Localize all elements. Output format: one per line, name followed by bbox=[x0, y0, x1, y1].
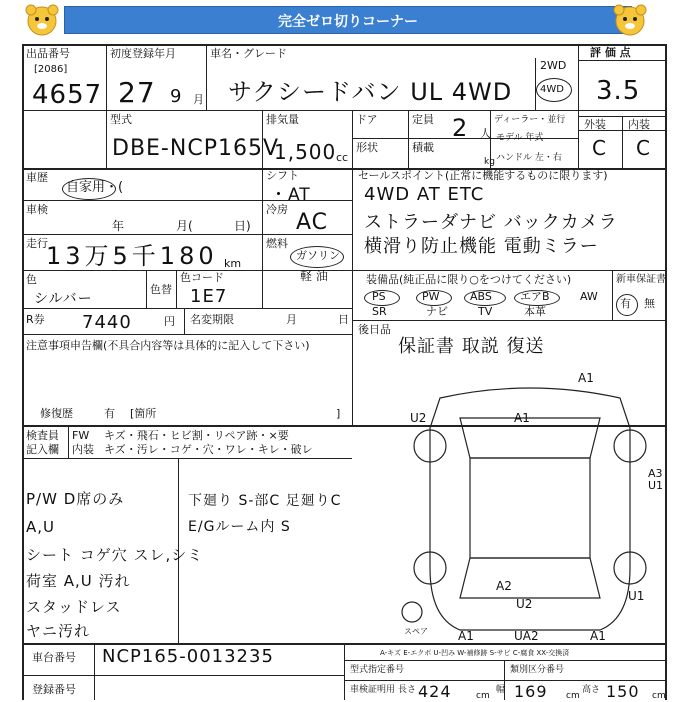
repair-yes: 有 bbox=[104, 407, 115, 420]
spare-label: スペア bbox=[404, 627, 428, 636]
equip-airbag: エアB bbox=[520, 290, 550, 303]
inspector-fw: FW bbox=[72, 429, 90, 442]
history-label: 車歴 bbox=[26, 171, 48, 184]
fuel-label: 燃料 bbox=[266, 237, 288, 250]
shift-label: シフト bbox=[266, 169, 299, 182]
car-diagram bbox=[400, 368, 666, 643]
equip-aw: AW bbox=[580, 290, 598, 303]
spare-wheel bbox=[402, 602, 422, 622]
inspector-interior-items: キズ・汚レ・コゲ・穴・ワレ・キレ・破レ bbox=[104, 443, 313, 456]
repair-end: ] bbox=[336, 407, 341, 420]
interior-label: 内装 bbox=[628, 118, 650, 131]
score-label: 評 価 点 bbox=[590, 46, 631, 59]
history-value: 自家用・( bbox=[66, 180, 124, 195]
damage-mark: UA2 bbox=[514, 629, 539, 643]
inspector-note: スタッドレス bbox=[26, 598, 122, 616]
registration-year: 27 bbox=[118, 76, 156, 109]
load-label: 積載 bbox=[412, 141, 434, 154]
damage-mark: U2 bbox=[410, 411, 427, 425]
inspector-note-right: 下廻り S-部C 足廻りC bbox=[188, 493, 342, 509]
color-value: シルバー bbox=[34, 291, 93, 307]
capacity-label: 定員 bbox=[412, 113, 434, 126]
displacement-label: 排気量 bbox=[266, 113, 299, 126]
mileage-unit: km bbox=[224, 257, 242, 270]
width-unit: cm bbox=[566, 691, 580, 701]
damage-mark: A1 bbox=[514, 411, 530, 425]
damage-mark: A1 bbox=[458, 629, 474, 643]
inspector-note: ヤニ汚れ bbox=[26, 622, 91, 640]
damage-mark: A3 bbox=[648, 467, 663, 480]
color-code: 1E7 bbox=[190, 286, 228, 307]
mileage-label: 走行 bbox=[26, 237, 48, 250]
chassis-label: 車台番号 bbox=[32, 651, 76, 664]
sales-point-line: ストラーダナビ バックカメラ bbox=[364, 212, 618, 233]
fuel-gas: ガソリン bbox=[296, 249, 340, 262]
inspector-entry-label: 記入欄 bbox=[26, 443, 59, 456]
model-label: 型式 bbox=[110, 113, 132, 126]
inspector-note: 荷室 A,U 汚れ bbox=[26, 572, 131, 590]
color-code-label: 色コード bbox=[180, 271, 224, 284]
mileage-value: 13万5千180 bbox=[46, 242, 218, 270]
name-change-label: 名変期限 bbox=[190, 313, 234, 326]
shift-value: ・AT bbox=[270, 185, 311, 205]
damage-mark: U1 bbox=[628, 589, 645, 603]
height-label: 高さ bbox=[582, 685, 601, 695]
shape-label: 形状 bbox=[356, 141, 378, 154]
car-roof bbox=[470, 458, 590, 558]
car-windshield bbox=[460, 418, 600, 458]
notes-label: 注意事項申告欄(不具合内容等は具体的に記入して下さい) bbox=[26, 339, 310, 352]
drive-4wd-label: 4WD bbox=[540, 84, 564, 95]
inspector-note: A,U bbox=[26, 518, 56, 536]
capacity-value: 2 bbox=[452, 114, 469, 142]
warranty-no: 無 bbox=[644, 297, 655, 310]
class-label: 類別区分番号 bbox=[510, 665, 565, 675]
displacement-unit: cc bbox=[336, 151, 349, 164]
type-designation-label: 型式指定番号 bbox=[350, 665, 405, 675]
equip-navi: ナビ bbox=[426, 305, 448, 318]
equip-sr: SR bbox=[372, 305, 387, 318]
model-year-label: モデル 年式 bbox=[496, 133, 544, 143]
car-name-label: 車名・グレード bbox=[210, 47, 287, 60]
inspector-note: シート コゲ穴 スレ,シミ bbox=[26, 546, 204, 564]
name-change-day: 日 bbox=[338, 313, 349, 326]
length-value: 424 bbox=[418, 682, 452, 701]
inspection-day: 日) bbox=[234, 219, 251, 233]
color-label: 色 bbox=[26, 273, 37, 286]
ac-label: 冷房 bbox=[266, 203, 288, 216]
same-color-label: 色替 bbox=[150, 283, 172, 296]
damage-mark: A1 bbox=[590, 629, 606, 643]
displacement-value: 1,500 bbox=[274, 140, 337, 164]
damage-mark: A2 bbox=[496, 579, 512, 593]
load-unit: kg bbox=[484, 157, 495, 167]
car-rear-window bbox=[460, 558, 600, 598]
recycle-value: 7440 bbox=[82, 312, 132, 333]
capacity-unit: 人 bbox=[480, 127, 491, 140]
car-name-value: サクシードバン UL 4WD bbox=[228, 78, 513, 106]
ac-value: AC bbox=[296, 210, 329, 235]
registration-no-label: 登録番号 bbox=[32, 683, 76, 696]
chassis-value: NCP165-0013235 bbox=[102, 646, 274, 667]
equip-leather: 本革 bbox=[524, 305, 546, 318]
damage-legend: A-キズ E-エクボ U-凹み W-補修跡 S-サビ C-腐食 XX-交換済 bbox=[380, 649, 570, 657]
interior-value: C bbox=[636, 136, 651, 160]
drive-2wd-label: 2WD bbox=[540, 59, 567, 72]
inspector-note: P/W D席のみ bbox=[26, 490, 125, 508]
equipment-label: 装備品(純正品に限り○をつけてください) bbox=[366, 273, 572, 286]
lot-sub: [2086] bbox=[34, 64, 68, 75]
equip-tv: TV bbox=[478, 305, 493, 318]
inspection-year: 年 bbox=[112, 219, 125, 233]
dealer-label: ディーラー・並行 bbox=[494, 115, 566, 125]
registration-month-unit: 月 bbox=[193, 93, 204, 106]
after-sale-label: 後日品 bbox=[358, 323, 391, 336]
registration-month: 9 bbox=[170, 86, 183, 107]
equip-abs: ABS bbox=[470, 290, 492, 303]
name-change-month: 月 bbox=[286, 313, 297, 326]
repair-place: [箇所 bbox=[130, 407, 157, 420]
repair-history-label: 修復歴 bbox=[40, 407, 73, 420]
handle-label: ハンドル 左・右 bbox=[496, 153, 562, 163]
damage-mark: U1 bbox=[648, 479, 664, 492]
damage-mark: A1 bbox=[578, 371, 594, 385]
warranty-label: 新車保証書 bbox=[616, 274, 666, 285]
fuel-diesel: 軽 油 bbox=[300, 269, 328, 283]
width-label: 幅 bbox=[496, 685, 506, 695]
width-value: 169 bbox=[514, 682, 548, 701]
recycle-unit: 円 bbox=[164, 315, 175, 328]
length-unit: cm bbox=[476, 691, 490, 701]
inspector-interior: 内装 bbox=[72, 443, 94, 456]
cert-label: 車検証明用 bbox=[350, 685, 396, 695]
inspector-exterior-items: キズ・飛石・ヒビ割・リペア跡・×要 bbox=[104, 429, 289, 442]
height-value: 150 bbox=[606, 682, 640, 701]
doors-label: ドア bbox=[356, 113, 378, 126]
length-label: 長さ bbox=[398, 685, 417, 695]
exterior-label: 外装 bbox=[584, 118, 606, 131]
inspector-note-right: E/Gルーム内 S bbox=[188, 519, 291, 535]
damage-mark: U2 bbox=[516, 597, 533, 611]
banner-title: 完全ゼロ切りコーナー bbox=[278, 14, 418, 30]
score-value: 3.5 bbox=[596, 76, 641, 106]
exterior-value: C bbox=[592, 136, 607, 160]
sales-point-line: 4WD AT ETC bbox=[364, 184, 485, 205]
model-value: DBE-NCP165V bbox=[112, 136, 279, 161]
height-unit: cm bbox=[652, 691, 666, 701]
lot-label: 出品番号 bbox=[26, 47, 70, 60]
registration-label: 初度登録年月 bbox=[110, 47, 176, 60]
car-outline bbox=[430, 388, 630, 630]
recycle-label: R券 bbox=[26, 313, 45, 326]
after-sale-value: 保証書 取説 復送 bbox=[398, 336, 545, 357]
warranty-yes: 有 bbox=[620, 297, 631, 310]
inspector-label: 検査員 bbox=[26, 429, 59, 442]
equip-pw: PW bbox=[422, 290, 440, 303]
sales-point-line: 横滑り防止機能 電動ミラー bbox=[364, 236, 599, 257]
sales-points-label: セールスポイント(正常に機能するものに限ります) bbox=[358, 169, 608, 182]
lot-number: 4657 bbox=[32, 80, 103, 110]
equip-ps: PS bbox=[372, 290, 386, 303]
inspection-label: 車検 bbox=[26, 203, 48, 216]
inspection-month: 月( bbox=[176, 219, 193, 233]
